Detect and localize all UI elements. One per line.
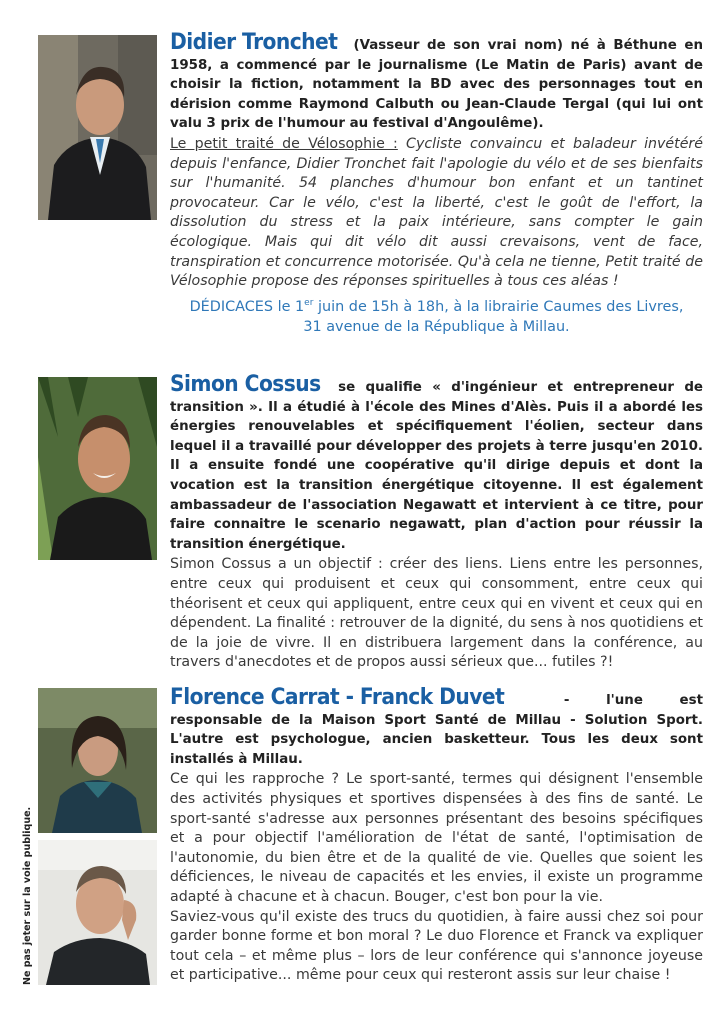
cossus-body: Simon Cossus a un objectif : créer des liens. Liens entre les personnes, entre ceux qui produisent et ceux qui consomment, entre ceux qui théorisent et ceux qui appliquent, entre ceux qui en vivent et ceux qui en dépendent. La finalité : retrouver de la dignité, du sens à nos quotidiens et de la joie de vivre. Il en distribuera largement dans la conférence, au travers d'anecdotes et de propos aussi sérieux que... futiles ?!: [170, 556, 703, 671]
section-carrat-duvet: [170, 685, 703, 986]
author-name: Didier Tronchet: [170, 30, 338, 55]
author-intro: (Vasseur de son vrai nom) né à Béthune en 1958, a commencé par le journalisme (Le Matin de Paris) avant de choisir la fiction, notamment la BD avec des personnages tout en dérision comme Raymond Calbuth ou Jean-Claude Tergal (qui lui ont valu 3 prix de l'humour au festival d'Angoulême).: [170, 38, 703, 132]
cossus-intro: [170, 372, 703, 554]
dedicace-text-a: DÉDICACES le 1: [189, 298, 305, 315]
book-description: [170, 135, 703, 292]
dedicace-text-b: juin de 15h à 18h, à la librairie Caumes des Livres,: [313, 298, 684, 315]
carrat-body-1: Ce qui les rapproche ? Le sport-santé, termes qui désignent l'ensemble des activités physiques et sportives dispensées à des fins de santé. Le sport-santé s'adresse aux personnes présentant des besoins spécifiques et a pour objectif l'amélioration de l'état de santé, l'optimisation de l'autonomie, du bien être et de la qualité de vie. Quelles que soient les déficiences, le niveau de capacités et les envies, il existe un programme adapté à chacune et à chacun. Bouger, c'est bon pour la vie.: [170, 771, 703, 905]
photo-simon-cossus: [38, 377, 157, 560]
section-didier-tronchet: [170, 30, 703, 337]
author-intro: se qualifie « d'ingénieur et entrepreneur de transition ». Il a étudié à l'école des Mines d'Alès. Puis il a abordé les énergies renouvelables et spécifiquement l'éolien, secteur dans lequel il a travaillé pour développer des projets à terre jusqu'en 2010. Il a ensuite fondé une coopérative qu'il dirige depuis et dont la vocation est la transition énergétique citoyenne. Il est également ambassadeur de l'association Negawatt et intervient à ce titre, pour faire connaitre le scenario negawatt, plan d'action pour réussir la transition énergétique.: [170, 380, 703, 552]
author-intro: - l'une est responsable de la Maison Sport Santé de Millau - Solution Sport. L'autre est psychologue, ancien basketteur. Tous les deux sont installés à Millau.: [170, 693, 703, 767]
author-name: Florence Carrat - Franck Duvet: [170, 685, 505, 710]
carrat-intro: [170, 685, 703, 769]
dedicace-info: [170, 293, 703, 337]
carrat-body-2: Saviez-vous qu'il existe des trucs du quotidien, à faire aussi chez soi pour garder bonne forme et bon moral ? Le duo Florence et Franck va expliquer tout cela – et même plus – lors de leur conférence qui s'annonce joyeuse et participative... même pour ceux qui resteront assis sur leur chaise !: [170, 908, 703, 984]
book-title: Le petit traité de Vélosophie :: [170, 135, 398, 152]
photo-franck-duvet: [38, 840, 157, 985]
dedicace-sup: er: [304, 297, 314, 308]
side-note: Ne pas jeter sur la voie publique.: [22, 806, 33, 985]
dedicace-address: 31 avenue de la République à Millau.: [303, 318, 570, 335]
tronchet-intro: [170, 30, 703, 134]
book-text: Cycliste convaincu et baladeur invétéré depuis l'enfance, Didier Tronchet fait l'apologie du vélo et de ses bienfaits sur l'humanité. 54 planches d'humour bon enfant et un tantinet provocateur. Car le vélo, c'est la liberté, c'est le goût de l'effort, la dissolution du stress et la paix intérieure, sans compter le gain écologique. Mais qui dit vélo dit aussi crevaisons, vent de face, transpiration et concurrence motorisée. Qu'à cela ne tienne, Petit traité de Vélosophie propose des réponses spirituelles à tous ces aléas !: [170, 135, 703, 290]
photo-florence-carrat: [38, 688, 157, 833]
section-simon-cossus: [170, 372, 703, 673]
author-name: Simon Cossus: [170, 372, 321, 397]
photo-didier-tronchet: [38, 35, 157, 220]
